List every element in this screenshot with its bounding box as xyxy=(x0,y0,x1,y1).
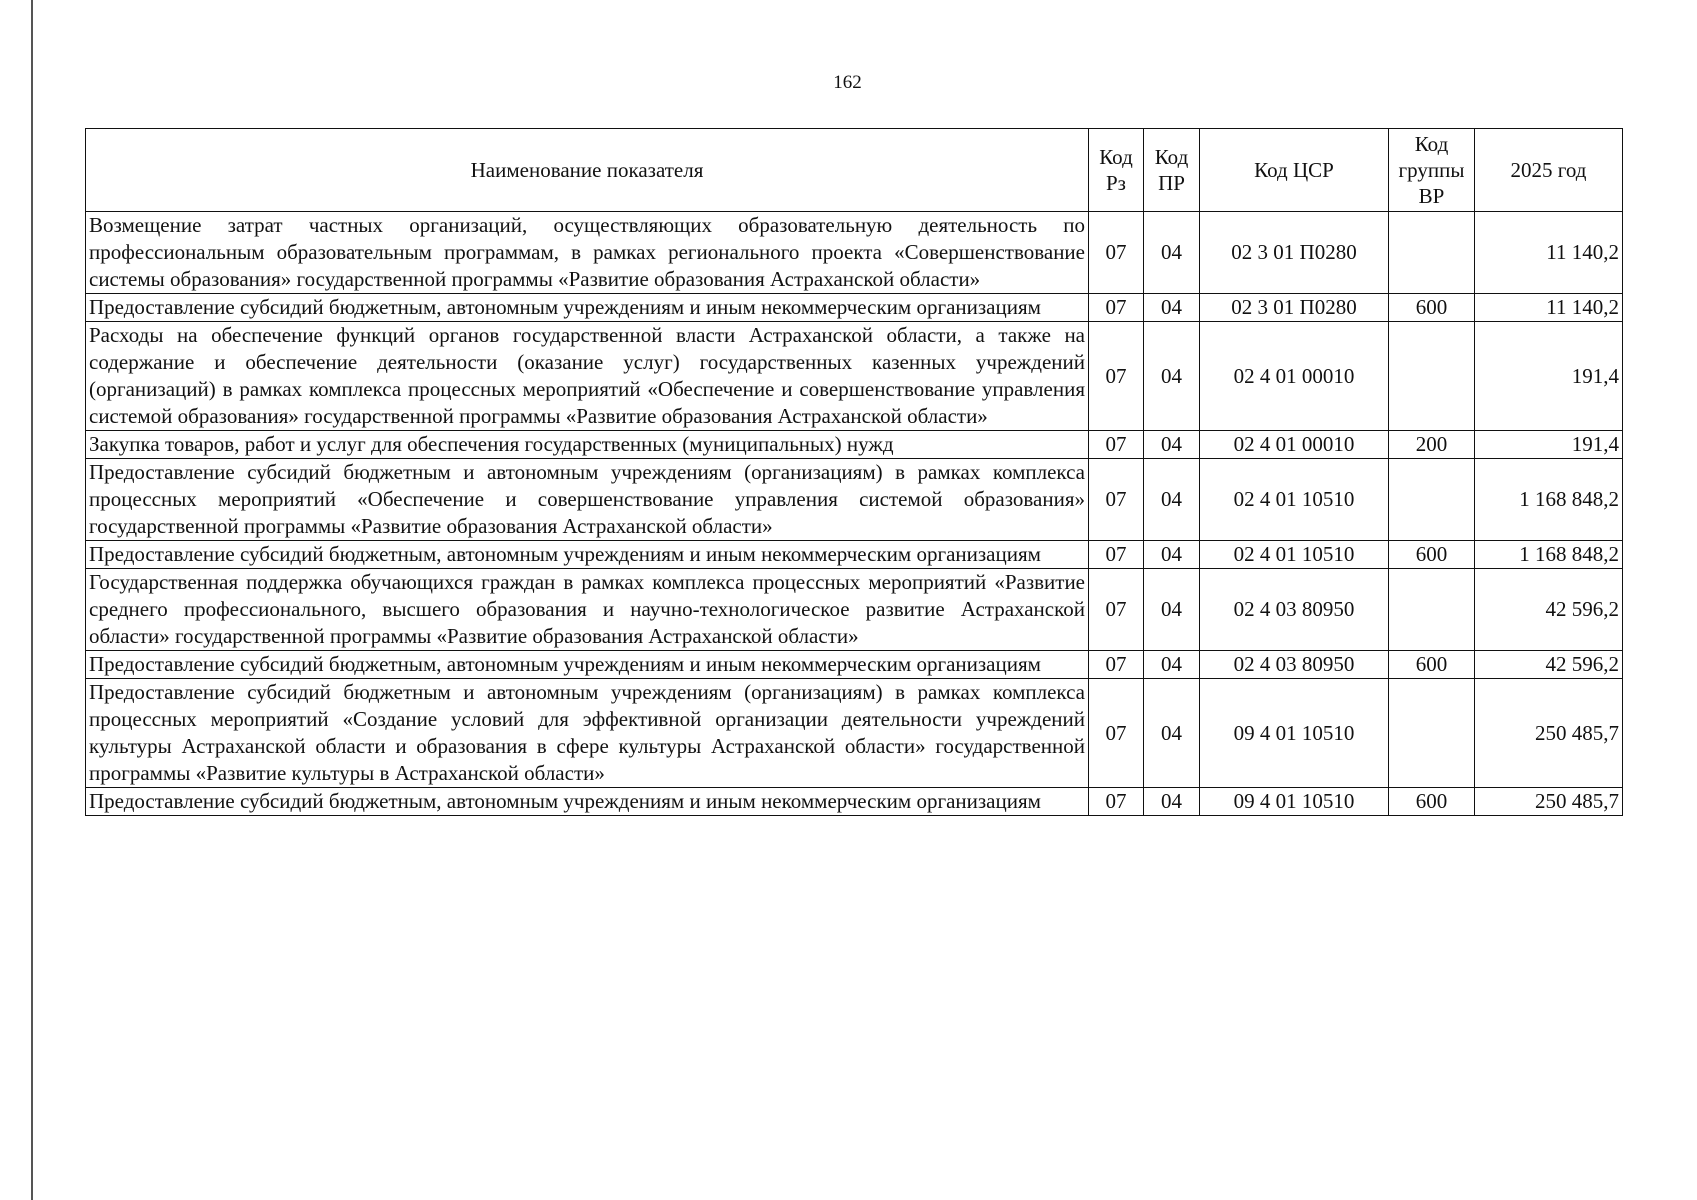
row-csr: 09 4 01 10510 xyxy=(1200,679,1389,788)
header-pr: Код ПР xyxy=(1144,129,1200,212)
row-amount: 250 485,7 xyxy=(1475,679,1623,788)
table-header-row xyxy=(86,129,1623,212)
row-pr: 04 xyxy=(1144,322,1200,431)
row-pr: 04 xyxy=(1144,294,1200,322)
header-year: 2025 год xyxy=(1475,129,1623,212)
row-vr xyxy=(1389,212,1475,294)
row-csr: 02 3 01 П0280 xyxy=(1200,212,1389,294)
row-pr: 04 xyxy=(1144,569,1200,651)
row-amount: 11 140,2 xyxy=(1475,294,1623,322)
table-row xyxy=(86,212,1623,294)
row-csr: 02 4 01 00010 xyxy=(1200,322,1389,431)
row-amount: 191,4 xyxy=(1475,431,1623,459)
row-name: Расходы на обеспечение функций органов государственной власти Астраханской области, а также на содержание и обеспечение деятельности (оказание услуг) государственных казенных учреждений (организаций) в рамках комплекса процессных мероприятий «Обеспечение и совершенствование управления системой образования» государственной программы «Развитие образования Астраханской области» xyxy=(86,322,1089,431)
row-csr: 02 3 01 П0280 xyxy=(1200,294,1389,322)
row-vr: 200 xyxy=(1389,431,1475,459)
row-csr: 02 4 01 00010 xyxy=(1200,431,1389,459)
row-pr: 04 xyxy=(1144,679,1200,788)
row-amount: 1 168 848,2 xyxy=(1475,459,1623,541)
row-name: Предоставление субсидий бюджетным и автономным учреждениям (организациям) в рамках комплекса процессных мероприятий «Обеспечение и совершенствование управления системой образования» государственной программы «Развитие образования Астраханской области» xyxy=(86,459,1089,541)
row-csr: 02 4 01 10510 xyxy=(1200,459,1389,541)
row-csr: 09 4 01 10510 xyxy=(1200,788,1389,816)
row-name: Государственная поддержка обучающихся граждан в рамках комплекса процессных мероприятий «Развитие среднего профессионального, высшего образования и научно-технологическое развитие Астраханской области» государственной программы «Развитие образования Астраханской области» xyxy=(86,569,1089,651)
row-name: Закупка товаров, работ и услуг для обеспечения государственных (муниципальных) нужд xyxy=(86,431,1089,459)
row-amount: 191,4 xyxy=(1475,322,1623,431)
row-pr: 04 xyxy=(1144,212,1200,294)
table-row xyxy=(86,294,1623,322)
header-rz: Код Рз xyxy=(1089,129,1144,212)
table-row xyxy=(86,431,1623,459)
row-rz: 07 xyxy=(1089,212,1144,294)
row-vr: 600 xyxy=(1389,651,1475,679)
row-pr: 04 xyxy=(1144,788,1200,816)
row-rz: 07 xyxy=(1089,651,1144,679)
row-rz: 07 xyxy=(1089,431,1144,459)
row-rz: 07 xyxy=(1089,788,1144,816)
row-amount: 250 485,7 xyxy=(1475,788,1623,816)
row-vr: 600 xyxy=(1389,541,1475,569)
table-row xyxy=(86,679,1623,788)
table-row xyxy=(86,569,1623,651)
table-row xyxy=(86,459,1623,541)
header-vr: Код группы ВР xyxy=(1389,129,1475,212)
header-csr: Код ЦСР xyxy=(1200,129,1389,212)
table-row xyxy=(86,651,1623,679)
row-pr: 04 xyxy=(1144,459,1200,541)
row-csr: 02 4 03 80950 xyxy=(1200,651,1389,679)
table-row xyxy=(86,541,1623,569)
scan-edge-line xyxy=(31,0,33,1200)
header-name: Наименование показателя xyxy=(86,129,1089,212)
row-rz: 07 xyxy=(1089,459,1144,541)
row-vr: 600 xyxy=(1389,294,1475,322)
row-rz: 07 xyxy=(1089,679,1144,788)
row-vr xyxy=(1389,679,1475,788)
row-rz: 07 xyxy=(1089,294,1144,322)
row-vr: 600 xyxy=(1389,788,1475,816)
row-pr: 04 xyxy=(1144,541,1200,569)
row-name: Предоставление субсидий бюджетным, автономным учреждениям и иным некоммерческим организациям xyxy=(86,294,1089,322)
row-rz: 07 xyxy=(1089,569,1144,651)
row-amount: 42 596,2 xyxy=(1475,651,1623,679)
row-pr: 04 xyxy=(1144,431,1200,459)
row-rz: 07 xyxy=(1089,541,1144,569)
budget-table xyxy=(85,128,1623,816)
row-csr: 02 4 01 10510 xyxy=(1200,541,1389,569)
row-name: Возмещение затрат частных организаций, осуществляющих образовательную деятельность по профессиональным образовательным программам, в рамках регионального проекта «Совершенствование системы образования» государственной программы «Развитие образования Астраханской области» xyxy=(86,212,1089,294)
table-row xyxy=(86,788,1623,816)
row-name: Предоставление субсидий бюджетным, автономным учреждениям и иным некоммерческим организациям xyxy=(86,788,1089,816)
row-vr xyxy=(1389,569,1475,651)
row-name: Предоставление субсидий бюджетным, автономным учреждениям и иным некоммерческим организациям xyxy=(86,541,1089,569)
row-name: Предоставление субсидий бюджетным и автономным учреждениям (организациям) в рамках комплекса процессных мероприятий «Создание условий для эффективной организации деятельности учреждений культуры Астраханской области и образования в сфере культуры Астраханской области» государственной программы «Развитие культуры в Астраханской области» xyxy=(86,679,1089,788)
row-rz: 07 xyxy=(1089,322,1144,431)
row-amount: 11 140,2 xyxy=(1475,212,1623,294)
row-vr xyxy=(1389,322,1475,431)
page-number: 162 xyxy=(833,72,862,93)
table-row xyxy=(86,322,1623,431)
row-name: Предоставление субсидий бюджетным, автономным учреждениям и иным некоммерческим организациям xyxy=(86,651,1089,679)
row-amount: 42 596,2 xyxy=(1475,569,1623,651)
row-pr: 04 xyxy=(1144,651,1200,679)
row-csr: 02 4 03 80950 xyxy=(1200,569,1389,651)
row-amount: 1 168 848,2 xyxy=(1475,541,1623,569)
row-vr xyxy=(1389,459,1475,541)
